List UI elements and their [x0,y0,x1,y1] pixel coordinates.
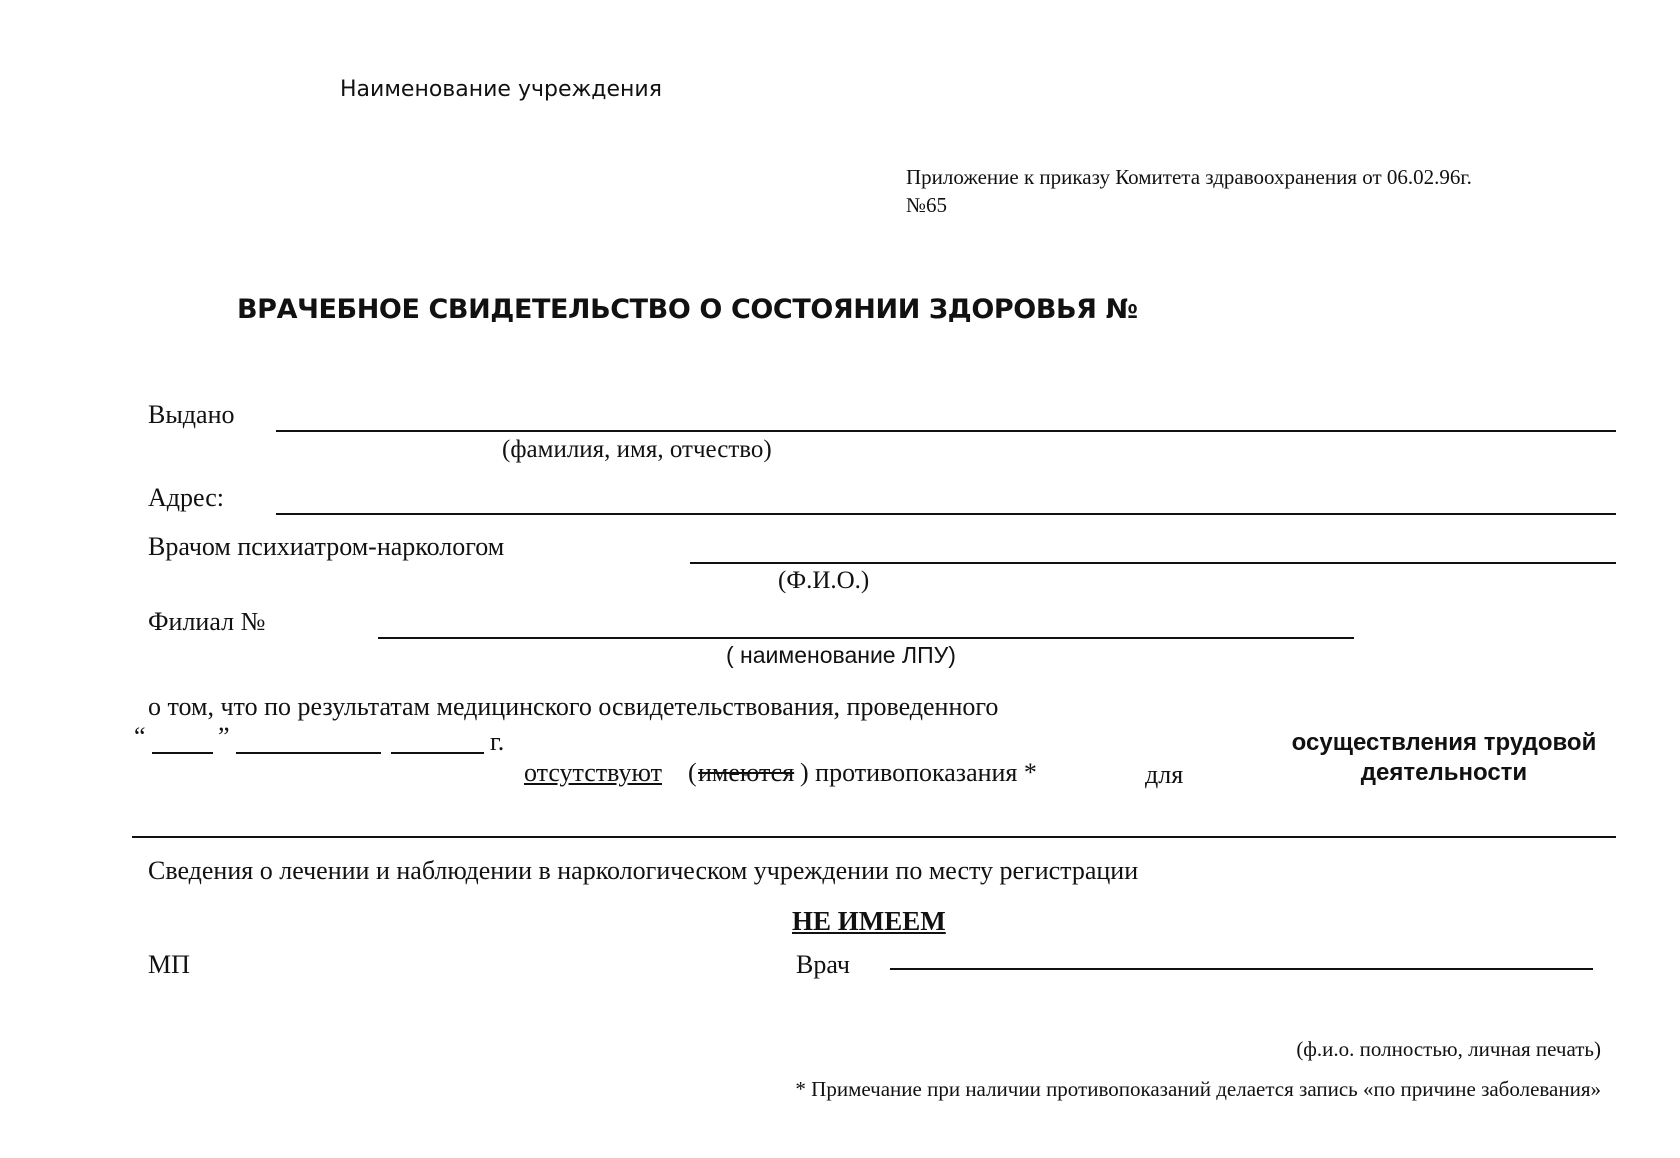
branch-hint: ( наименование ЛПУ) [726,642,956,668]
issued-label: Выдано [148,400,235,429]
date-month-field[interactable] [236,752,381,754]
contraindications-label: ) противопоказания * [800,758,1037,787]
issued-hint: (фамилия, имя, отчество) [502,436,772,463]
doctor-hint: (Ф.И.О.) [778,567,870,594]
quote-close: ” [218,722,230,751]
section-divider [132,836,1616,838]
footnote: * Примечание при наличии противопоказаний делается запись «по причине заболевания» [795,1077,1601,1101]
document-title: ВРАЧЕБНОЕ СВИДЕТЕЛЬСТВО О СОСТОЯНИИ ЗДОРОВЬЯ № [237,294,1138,325]
doctor-label: Врачом психиатром-наркологом [148,532,505,561]
date-day-field[interactable] [152,752,213,754]
result-sentence: о том, что по результатам медицинского освидетельствования, проведенного [148,692,999,721]
address-field[interactable] [276,513,1616,515]
stamp-label: МП [148,950,190,979]
branch-label: Филиал № [148,607,266,636]
quote-open: “ [134,722,146,751]
date-year-field[interactable] [391,752,484,754]
for-label: для [1145,760,1184,789]
paren-open: ( [688,758,697,787]
signature-hint: (ф.и.о. полностью, личная печать) [1296,1037,1601,1061]
doctor-signature-label: Врач [796,950,850,979]
doctor-field[interactable] [690,562,1616,564]
purpose-line-2: деятельности [1360,759,1528,786]
treatment-label: Сведения о лечении и наблюдении в наркологическом учреждении по месту регистрации [148,856,1139,885]
present-option: имеются [698,758,795,787]
issued-field[interactable] [276,430,1616,432]
institution-name: Наименование учреждения [340,77,662,102]
branch-field[interactable] [378,637,1354,639]
treatment-value: НЕ ИМЕЕМ [792,906,946,936]
appendix-line-1: Приложение к приказу Комитета здравоохранения от 06.02.96г. [906,165,1472,189]
year-suffix: г. [490,727,505,756]
address-label: Адрес: [148,483,224,512]
doctor-signature-field[interactable] [890,968,1593,970]
purpose-line-1: осуществления трудовой [1291,729,1597,756]
absent-option: отсутствуют [524,758,662,787]
appendix-line-2: №65 [906,193,948,217]
